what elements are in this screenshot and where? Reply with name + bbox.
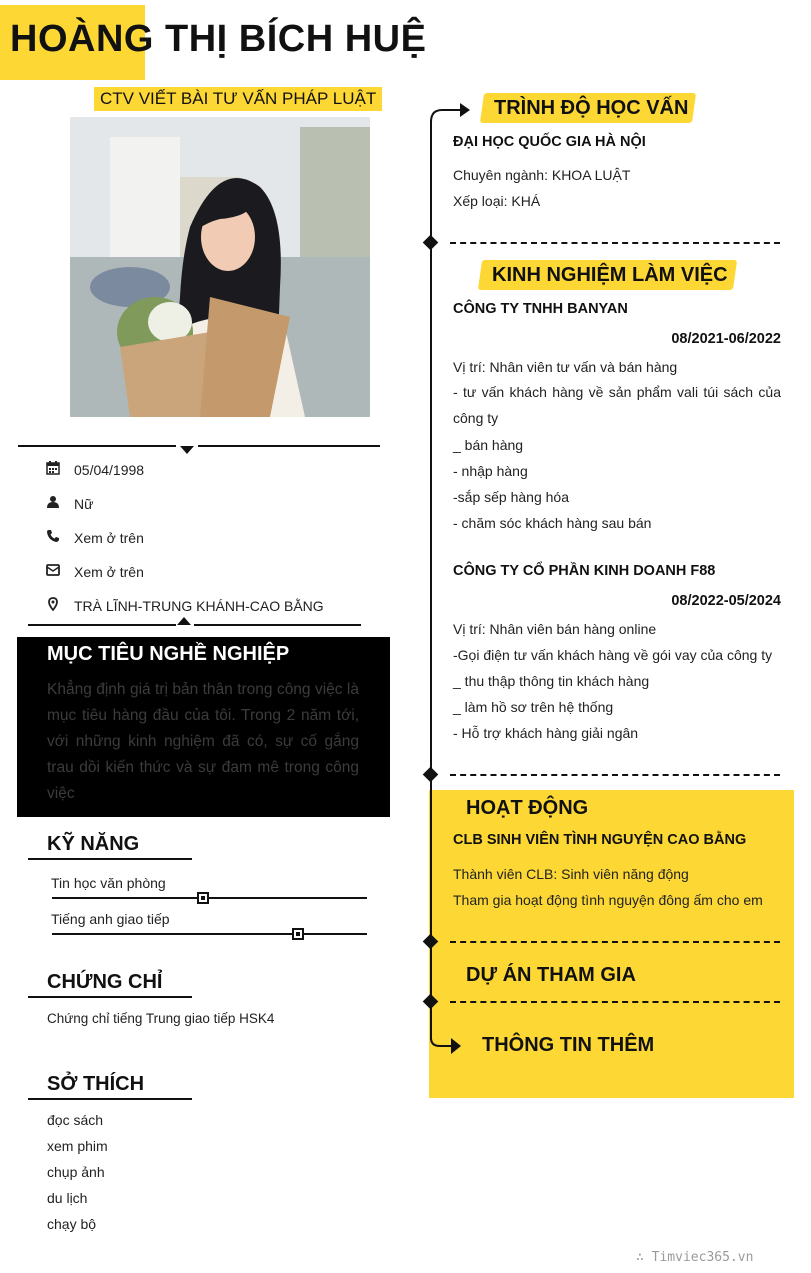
job-period: 08/2021-06/2022 [671, 331, 781, 347]
location-pin-icon [46, 597, 62, 613]
gender-text: Nữ [74, 496, 94, 512]
hobby-item: xem phim [47, 1138, 108, 1154]
section-separator [450, 941, 780, 943]
company-name: CÔNG TY TNHH BANYAN [453, 301, 628, 317]
calendar-icon [46, 461, 62, 477]
phone-text: Xem ở trên [74, 530, 144, 546]
hobbies-title: SỞ THÍCH [47, 1073, 145, 1095]
objective-divider-arrow [177, 617, 191, 625]
skill-level-marker [197, 892, 209, 904]
section-separator [450, 1001, 780, 1003]
timeline-bottom-arrow-icon [428, 1030, 464, 1058]
major-text: Chuyên ngành: KHOA LUẬT [453, 167, 631, 183]
user-icon [46, 495, 62, 511]
job-line: - Hỗ trợ khách hàng giải ngân [453, 725, 639, 741]
job-line: -sắp sếp hàng hóa [453, 489, 569, 505]
birthday-text: 05/04/1998 [74, 462, 145, 478]
certificate-item: Chứng chỉ tiếng Trung giao tiếp HSK4 [47, 1011, 275, 1026]
contact-divider-arrow [180, 446, 194, 454]
skills-title: KỸ NĂNG [47, 833, 140, 855]
skill-bar [52, 897, 367, 899]
hobbies-underline [28, 1098, 192, 1100]
job-line: -Gọi điện tư vấn khách hàng về gói vay của công ty [453, 647, 773, 663]
school-name: ĐẠI HỌC QUỐC GIA HÀ NỘI [453, 134, 646, 150]
address-text: TRÀ LĨNH-TRUNG KHÁNH-CAO BẰNG [74, 598, 324, 614]
objective-title: MỤC TIÊU NGHỀ NGHIỆP [47, 643, 290, 665]
email-text: Xem ở trên [74, 564, 144, 580]
timeline-top-arrow-icon [428, 100, 473, 124]
activity-org: CLB SINH VIÊN TÌNH NGUYỆN CAO BẰNG [453, 832, 747, 848]
job-title: CTV VIẾT BÀI TƯ VẤN PHÁP LUẬT [94, 87, 382, 111]
hobby-item: đọc sách [47, 1112, 104, 1128]
grade-text: Xếp loại: KHÁ [453, 193, 541, 209]
skill-bar [52, 933, 367, 935]
phone-icon [46, 529, 62, 545]
skill-label: Tiếng anh giao tiếp [51, 911, 170, 927]
job-period: 08/2022-05/2024 [671, 593, 781, 609]
skill-label: Tin học văn phòng [51, 875, 166, 891]
certificates-title: CHỨNG CHỈ [47, 971, 163, 993]
company-name: CÔNG TY CỔ PHẦN KINH DOANH F88 [453, 563, 716, 579]
section-separator [450, 774, 780, 776]
candidate-name: HOÀNG THỊ BÍCH HUỆ [10, 18, 427, 60]
job-line: _ làm hồ sơ trên hệ thống [453, 699, 614, 715]
timeline-node [423, 235, 439, 251]
job-line: Vị trí: Nhân viên tư vấn và bán hàng [453, 359, 678, 375]
activities-title: HOẠT ĐỘNG [466, 797, 589, 819]
certificates-underline [28, 996, 192, 998]
objective-divider-left [28, 624, 176, 626]
job-line: _ bán hàng [453, 437, 524, 453]
job-line: - chăm sóc khách hàng sau bán [453, 515, 652, 531]
profile-photo [70, 117, 370, 417]
contact-divider-left [18, 445, 176, 447]
experience-title: KINH NGHIỆM LÀM VIỆC [492, 264, 728, 286]
job-line: Vị trí: Nhân viên bán hàng online [453, 621, 657, 637]
job-line: - tư vấn khách hàng về sản phẩm vali túi sách của công ty [453, 384, 781, 426]
objective-text: Khẳng định giá trị bản thân trong công việc là mục tiêu hàng đầu của tôi. Trong 2 năm tới, với những kinh nghiệm đã có, sự cố gắng trau dồi kiến thức và sự đam mê trong công việc [47, 681, 359, 802]
email-icon [46, 563, 62, 579]
watermark-text: ∴ Timviec365.vn [636, 1250, 754, 1265]
skills-underline [28, 858, 192, 860]
job-line: _ thu thập thông tin khách hàng [453, 673, 650, 689]
timeline-line [430, 120, 432, 1040]
section-separator [450, 242, 780, 244]
more-info-title: THÔNG TIN THÊM [482, 1034, 655, 1056]
contact-divider-right [198, 445, 380, 447]
projects-title: DỰ ÁN THAM GIA [466, 964, 636, 986]
hobby-item: chạy bộ [47, 1216, 97, 1232]
timeline-node [423, 767, 439, 783]
job-line: - nhập hàng [453, 463, 528, 479]
activity-line: Tham gia hoạt động tình nguyện đông ấm cho em [453, 892, 763, 908]
hobby-item: chụp ảnh [47, 1164, 105, 1180]
skill-level-marker [292, 928, 304, 940]
education-title: TRÌNH ĐỘ HỌC VẤN [494, 97, 689, 119]
activity-line: Thành viên CLB: Sinh viên năng động [453, 866, 689, 882]
objective-divider-right [194, 624, 361, 626]
hobby-item: du lịch [47, 1190, 88, 1206]
